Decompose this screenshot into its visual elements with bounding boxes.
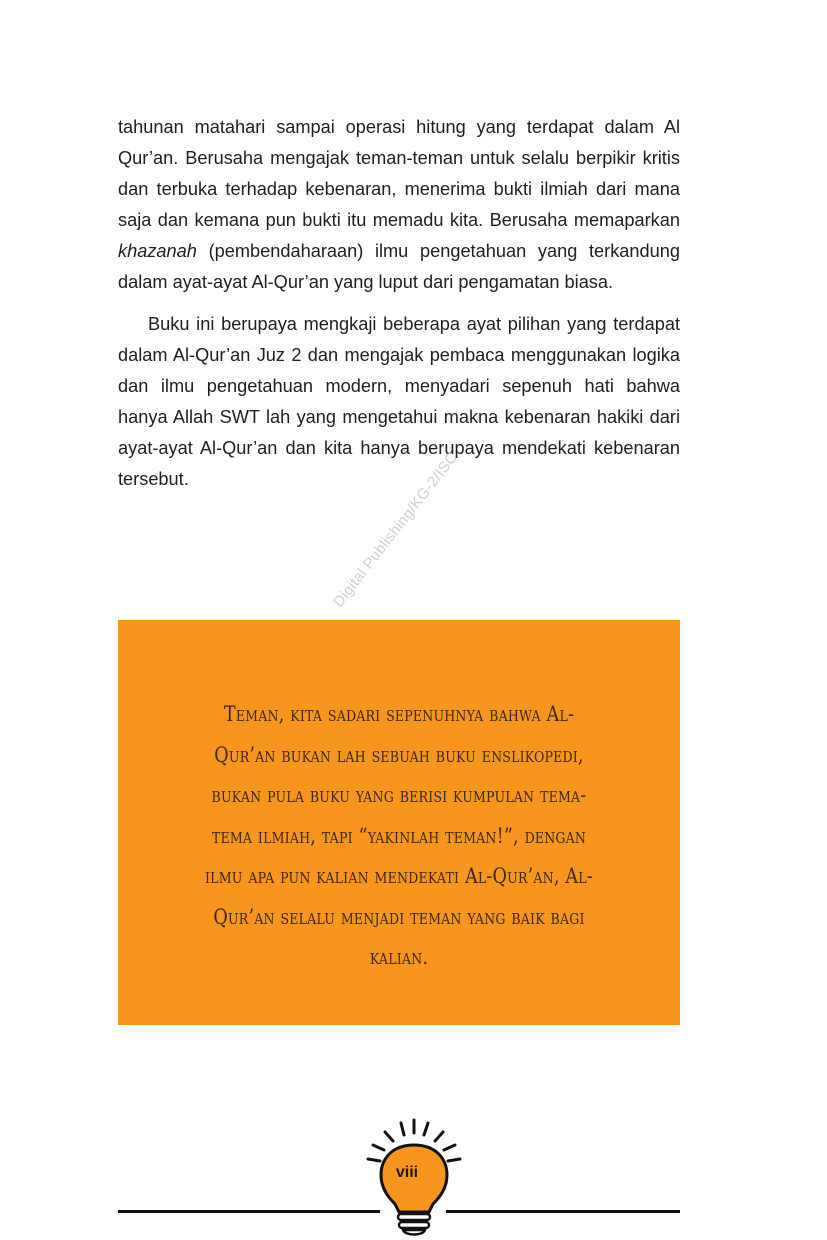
page-body bbox=[118, 112, 680, 495]
paragraph-1-italic-term: khazanah bbox=[118, 241, 197, 261]
paragraph-1-text-a: tahunan matahari sampai operasi hitung yang terdapat dalam Al Qur’an. Berusaha mengajak teman-teman untuk selalu berpikir kritis dan terbuka terhadap kebenaran, menerima bukti ilmiah dari mana saja dan kemana pun bukti itu memadu kita. Berusaha memaparkan bbox=[118, 117, 680, 230]
footer-rule-right bbox=[446, 1210, 680, 1213]
quote-text: Teman, kita sadari sepenuhnya bahwa Al-Qur’an bukan lah sebuah buku enslikopedi, bukan pula buku yang berisi kumpulan tema-tema ilmiah, tapi “yakinlah teman!”, dengan ilmu apa pun kalian mendekati Al-Qur’an, Al-Qur’an selalu menjadi teman yang baik bagi kalian. bbox=[205, 702, 593, 969]
paragraph-1-text-b: (pembendaharaan) ilmu pengetahuan yang terkandung dalam ayat-ayat Al-Qur’an yang luput dari pengamatan biasa. bbox=[118, 241, 680, 292]
body-paragraph-2: Buku ini berupaya mengkaji beberapa ayat pilihan yang terdapat dalam Al-Qur’an Juz 2 dan mengajak pembaca menggunakan logika dan ilmu pengetahuan modern, menyadari sepenuh hati bahwa hanya Allah SWT lah yang mengetahui makna kebenaran hakiki dari ayat-ayat Al-Qur’an dan kita hanya berupaya mendekati kebenaran tersebut. bbox=[118, 314, 680, 489]
page-number: viii bbox=[395, 1164, 419, 1181]
footer-rule-left bbox=[118, 1210, 380, 1213]
body-paragraph-1 bbox=[118, 112, 680, 298]
quote-box bbox=[118, 620, 680, 1025]
watermark: Digital Publishing/KG-2/ISC bbox=[330, 449, 462, 611]
